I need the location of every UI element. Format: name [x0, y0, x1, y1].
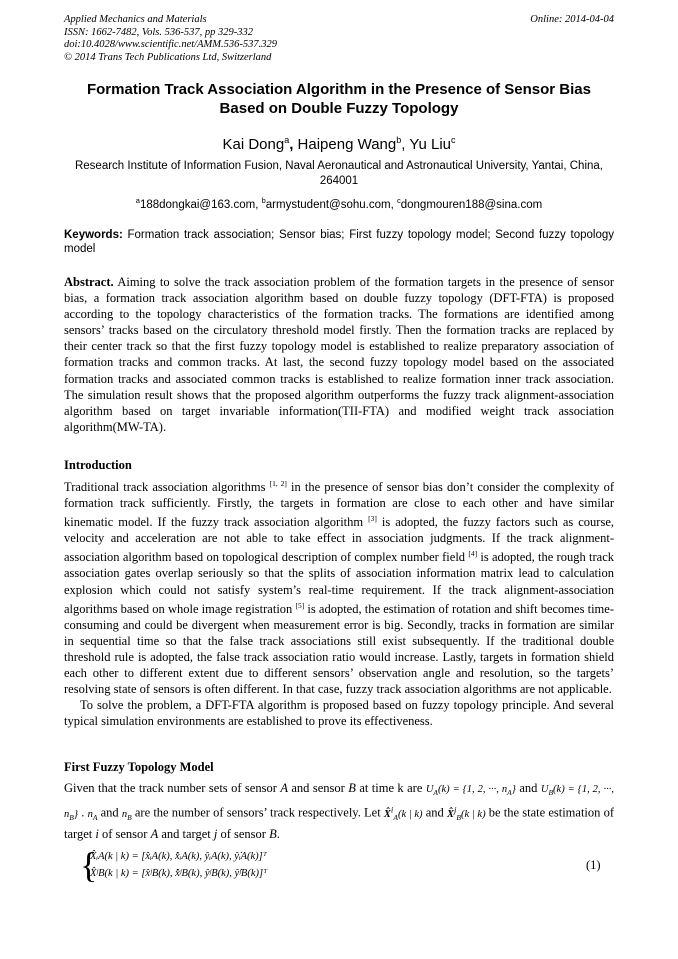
math-expr: (k) = {1, 2, ···, n: [64, 784, 614, 820]
intro-text: in the presence of sensor bias don’t consider the complexity of formation track sufficiently. Firstly, the targets in formation are close to each other and have similar kinematic model. If the fuzzy track association algorithm: [64, 480, 614, 530]
citation-ref[interactable]: [1, 2]: [269, 479, 287, 488]
email-separator: ,: [390, 198, 397, 211]
keywords-label: Keywords:: [64, 229, 123, 241]
math-sub: A: [433, 788, 438, 798]
math-nA: [88, 809, 98, 820]
ftm-text: and: [422, 805, 447, 820]
ftm-text: .: [276, 826, 280, 841]
ftm-text: and: [97, 805, 122, 820]
math-sub: B: [548, 788, 554, 798]
author-sup: b: [396, 135, 402, 145]
paper-title: Formation Track Association Algorithm in the Presence of Sensor Bias Based on Double Fuzzy Topology: [86, 81, 591, 117]
math-var: X̂: [446, 808, 454, 820]
equation-number: (1): [586, 858, 601, 872]
math-nB: [122, 809, 132, 820]
math-sub: B: [69, 812, 74, 822]
doi-line[interactable]: doi:10.4028/www.scientific.net/AMM.536-537.329: [64, 39, 277, 50]
journal-header: [64, 14, 614, 64]
math-sub: A: [507, 788, 512, 798]
ftm-text: Given that the track number sets of sensor: [64, 781, 281, 795]
ftm-text: and: [515, 781, 541, 795]
ftm-text: of sensor: [217, 826, 270, 841]
author-sup: c: [451, 135, 456, 145]
ftm-text: be the state estimation of target: [64, 805, 615, 841]
section-heading-introduction: Introduction: [64, 458, 132, 472]
abstract-text: Aiming to solve the track association problem of the formation targets in the presence of sensor bias, a formation track association algorithm based on double fuzzy topology (DFT-FTA) is proposed according to the topology characteristics of the formation tracks. The formations are identified among sensors’ tracks based on the circulatory threshold model firstly. Then the formation tracks are replaced by their center track so that the first fuzzy topology model is established to realize preparatory association of formation tracks and common tracks. At last, the second fuzzy topology model based on the associated formation tracks and associated common tracks is established to realize formation inner track association. The simulation result shows that the proposed algorithm outperforms the fuzzy track alignment-association algorithm based on target invariable information(TII-FTA) and modified weight track association algorithm(MW-TA).: [64, 275, 614, 434]
ftm-paragraph: [64, 780, 614, 842]
section-heading-first-fuzzy-topology: First Fuzzy Topology Model: [64, 760, 214, 774]
author-sup: a: [284, 135, 290, 145]
intro-paragraph-2: To solve the problem, a DFT-FTA algorithm is proposed based on fuzzy topology principle. And several typical simulation environments are established to prove its effectiveness.: [64, 698, 614, 729]
email-address[interactable]: 188dongkai@163.com: [139, 198, 256, 211]
math-expr: }: [511, 784, 516, 795]
math-var: j: [213, 826, 218, 841]
math-var: U: [425, 784, 434, 795]
intro-text: Traditional track association algorithms: [64, 480, 270, 494]
first-fuzzy-body: [64, 780, 614, 842]
math-var: X̂: [383, 808, 391, 820]
equation-line-2: X̂ʲB(k | k) = [x̂ʲB(k), x̂̇ʲB(k), ŷʲB(k), ŷ̇ʲB(k)]ᵀ: [90, 868, 268, 879]
ftm-text: of sensor: [98, 826, 151, 841]
math-sup: i: [390, 804, 394, 815]
ftm-text: .: [78, 805, 88, 820]
journal-name: Applied Mechanics and Materials: [64, 14, 207, 25]
email-sup: b: [261, 196, 266, 205]
math-sub: A: [92, 812, 98, 822]
math-var: B: [269, 826, 277, 841]
math-expr: }: [73, 808, 79, 820]
abstract-label: Abstract.: [64, 275, 114, 289]
math-var: n: [87, 808, 93, 820]
math-var: B: [348, 781, 356, 795]
email-sup: a: [135, 196, 140, 205]
ftm-text: are the number of sensors’ track respectively. Let: [131, 805, 384, 820]
online-date: Online: 2014-04-04: [530, 14, 614, 25]
keywords: [64, 229, 614, 256]
email-address[interactable]: dongmouren188@sina.com: [400, 198, 543, 211]
copyright-line: © 2014 Trans Tech Publications Ltd, Switzerland: [64, 51, 272, 63]
citation-ref[interactable]: [4]: [468, 549, 478, 559]
intro-paragraph-1: [64, 476, 614, 697]
email-separator: ,: [255, 198, 262, 211]
email-sup: c: [396, 196, 401, 205]
author-name: Yu Liu: [409, 136, 452, 153]
math-expr: (k | k): [397, 808, 423, 820]
intro-text: is adopted, the rough track association gates overlap seriously so that the splits of association information matrix lead to calculation explosion which could not satisfy system’s real-time requirement. If the track alignment-association algorithms based on whole image registration: [64, 550, 614, 616]
issn-line: ISSN: 1662-7482, Vols. 536-537, pp 329-332: [64, 26, 253, 38]
math-expr: (k) = {1, 2, ···, n: [438, 784, 508, 795]
math-sub: B: [456, 812, 462, 822]
citation-ref[interactable]: [3]: [368, 514, 377, 524]
affiliation: Research Institute of Information Fusion, Naval Aeronautical and Astronautical University, Yantai, China, 264001: [74, 160, 603, 187]
math-var: n: [121, 808, 128, 820]
math-sup: j: [453, 804, 457, 815]
author-name: Kai Dong: [222, 136, 285, 153]
math-XA: [383, 804, 423, 822]
author-name: Haipeng Wang: [297, 136, 397, 153]
intro-text: is adopted, the estimation of rotation and shift becomes time-consuming and could be divergent when measurement error is big. Secondly, tracks in formation are similar in sequential time so that the false track associations still exist subsequently. If the traditional double threshold rule is adopted, the false track association ratio would increase. Lastly, targets in formation shield each other to different extent due to different sensors’ observation angle and resolution, so the targets’ resolving state of sensors is often different. In that case, fuzzy track association algorithms are not applicable.: [64, 601, 614, 697]
math-var: A: [280, 781, 288, 795]
email-list: [64, 194, 614, 212]
math-var: i: [95, 826, 99, 841]
intro-text: is adopted, the fuzzy factors such as course, velocity and acceleration are not able to take effect in association judgments. If the track alignment-association algorithm based on topological description of complex number field: [64, 515, 614, 565]
keywords-text: Formation track association; Sensor bias; First fuzzy topology model; Second fuzzy topology model: [64, 229, 614, 255]
math-XB: [446, 804, 486, 822]
ftm-text: at time k are: [355, 781, 426, 795]
math-var: A: [150, 826, 159, 841]
math-sub: B: [127, 812, 132, 822]
author-list: [64, 131, 614, 154]
math-sub: A: [393, 812, 398, 822]
math-set-UA: [425, 784, 516, 798]
author-separator: ,: [401, 136, 410, 153]
ftm-text: and target: [158, 826, 214, 841]
abstract: [64, 274, 614, 435]
math-var: U: [540, 784, 549, 795]
equation-lines: [90, 848, 267, 882]
equation-brace: {: [80, 845, 98, 885]
introduction-body: [64, 476, 614, 729]
math-expr: (k | k): [461, 808, 486, 820]
citation-ref[interactable]: [5]: [295, 600, 305, 610]
ftm-text: and sensor: [287, 781, 349, 795]
email-address[interactable]: armystudent@sohu.com: [265, 198, 391, 211]
equation-line-1: X̂ᵢA(k | k) = [x̂ᵢA(k), x̂̇ᵢA(k), ŷᵢA(k), ŷ̇ᵢA(k)]ᵀ: [90, 851, 267, 862]
author-separator: ,: [289, 136, 298, 153]
